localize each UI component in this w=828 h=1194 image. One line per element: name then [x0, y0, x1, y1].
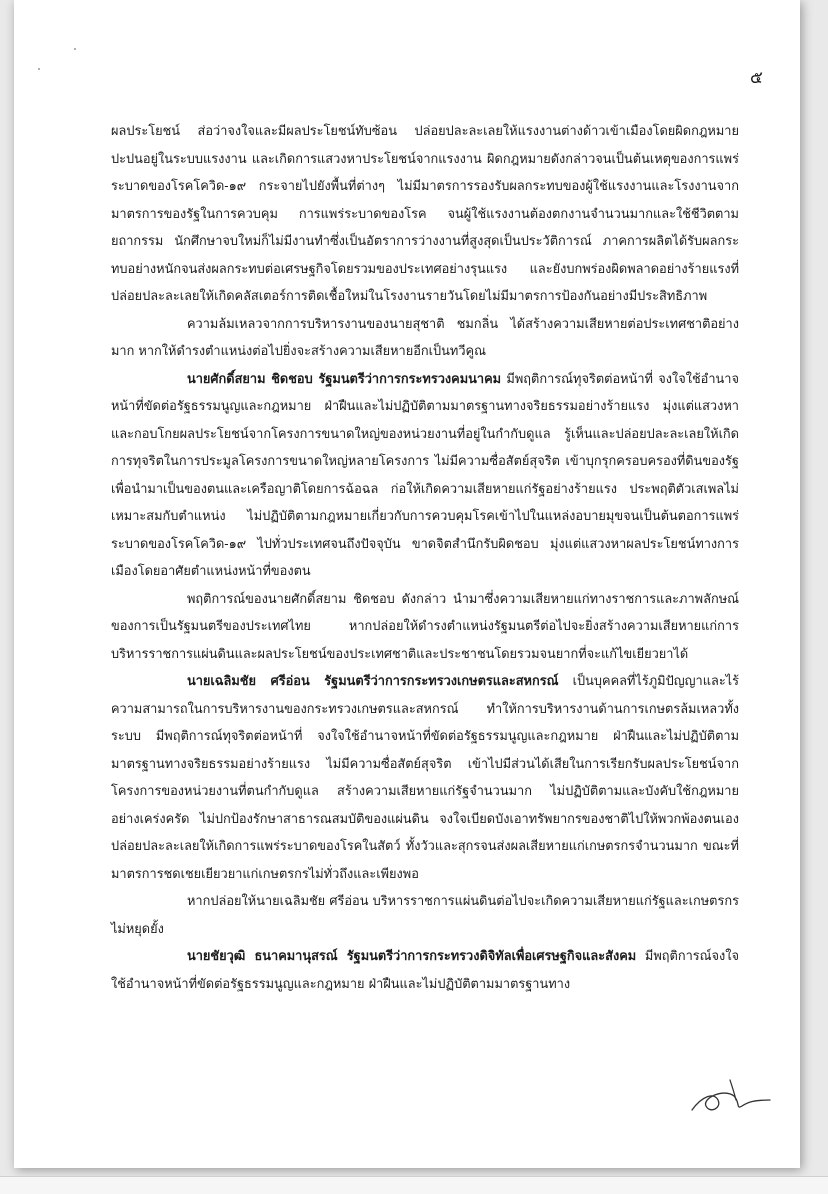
paragraph-chaiwut: นายชัยวุฒิ ธนาคมานุสรณ์ รัฐมนตรีว่าการกระทรวงดิจิทัลเพื่อเศรษฐกิจและสังคม มีพฤติการณ์จงใจใช้อำนาจหน้าที่ขัดต่อรัฐธรรมนูญและกฎหมาย ฝ่าฝืนและไม่ปฏิบัติตามมาตรฐานทาง [111, 949, 740, 992]
paragraph-chalermchai: นายเฉลิมชัย ศรีอ่อน รัฐมนตรีว่าการกระทรวงเกษตรและสหกรณ์ เป็นบุคคลที่ไร้ภูมิปัญญาและไร้ความสามารถในการบริหารงานของกระทรวงเกษตรและสหกรณ์ ทำให้การบริหารงานด้านการเกษตรล้มเหลวทั้งระบบ มีพฤติการณ์ทุจริตต่อหน้าที่ จงใจใช้อำนาจหน้าที่ขัดต่อรัฐธรรมนูญและกฎหมาย ฝ่าฝืนและไม่ปฏิบัติตามมาตรฐานทางจริยธรรมอย่างร้ายแรง ไม่มีความซื่อสัตย์สุจริต เข้าไปมีส่วนได้เสียในการเรียกรับผลประโยชน์จากโครงการของหน่วยงานที่ตนกำกับดูแล สร้างความเสียหายแก่รัฐจำนวนมาก ไม่ปฏิบัติตามและบังคับใช้กฎหมายอย่างเคร่งครัด ไม่ปกป้องรักษาสาธารณสมบัติของแผ่นดิน จงใจเบียดบังเอาทรัพยากรของชาติไปให้พวกพ้องตนเอง ปล่อยปละละเลยให้เกิดการแพร่ระบาดของโรคในสัตว์ ทั้งวัวและสุกรจนส่งผลเสียหายแก่เกษตรกรจำนวนมาก ขณะที่มาตรการชดเชยเยียวยาแก่เกษตรกรไม่ทั่วถึงและเพียงพอ [111, 674, 739, 882]
document-page [14, 0, 800, 1168]
paragraph-chalermchai-conclusion: หากปล่อยให้นายเฉลิมชัย ศรีอ่อน บริหารราชการแผ่นดินต่อไปจะเกิดความเสียหายแก่รัฐและเกษตรกรไม่หยุดยั้ง [111, 894, 739, 937]
paragraph-saksayam: นายศักดิ์สยาม ชิดชอบ รัฐมนตรีว่าการกระทรวงคมนาคม มีพฤติการณ์ทุจริตต่อหน้าที่ จงใจใช้อำนาจหน้าที่ขัดต่อรัฐธรรมนูญและกฎหมาย ฝ่าฝืนและไม่ปฏิบัติตามมาตรฐานทางจริยธรรมอย่างร้ายแรง มุ่งแต่แสวงหาและกอบโกยผลประโยชน์จากโครงการขนาดใหญ่ของหน่วยงานที่อยู่ในกำกับดูแล รู้เห็นและปล่อยปละละเลยให้เกิดการทุจริตในการประมูลโครงการขนาดใหญ่หลายโครงการ ไม่มีความซื่อสัตย์สุจริต เข้าบุกรุกครอบครองที่ดินของรัฐเพื่อนำมาเป็นของตนและเครือญาติโดยการฉ้อฉล ก่อให้เกิดความเสียหายแก่รัฐอย่างร้ายแรง ประพฤติตัวเสเพลไม่เหมาะสมกับตำแหน่ง ไม่ปฏิบัติตามกฎหมายเกี่ยวกับการควบคุมโรคเข้าไปในแหล่งอบายมุขจนเป็นต้นตอการแพร่ระบาดของโรคโควิด-๑๙ ไปทั่วประเทศจนถึงปัจจุบัน ขาดจิตสำนึกรับผิดชอบ มุ่งแต่แสวงหาผลประโยชน์ทางการเมืองโดยอาศัยตำแหน่งหน้าที่ของตน [111, 371, 739, 579]
page-number: ๕ [750, 68, 763, 88]
paragraph-saksayam-conclusion: พฤติการณ์ของนายศักดิ์สยาม ชิดชอบ ดังกล่าว นำมาซึ่งความเสียหายแก่ทางราชการและภาพลักษณ์ของการเป็นรัฐมนตรีของประเทศไทย หากปล่อยให้ดำรงตำแหน่งรัฐมนตรีต่อไปจะยิ่งสร้างความเสียหายแก่การบริหารราชการแผ่นดินและผลประโยชน์ของประเทศชาติและประชาชนโดยรวมจนยากที่จะแก้ไขเยียวยาได้ [111, 591, 739, 662]
minister-name-saksayam: นายศักดิ์สยาม ชิดชอบ รัฐมนตรีว่าการกระทรวงคมนาคม [187, 371, 502, 387]
minister-name-chalermchai: นายเฉลิมชัย ศรีอ่อน รัฐมนตรีว่าการกระทรวงเกษตรและสหกรณ์ [187, 674, 559, 689]
scan-speck [74, 48, 76, 50]
scan-speck [38, 68, 40, 70]
next-page-edge [0, 1176, 828, 1194]
handwritten-signature [684, 1066, 774, 1126]
paragraph-labor-policy: ผลประโยชน์ ส่อว่าจงใจและมีผลประโยชน์ทับซ้อน ปล่อยปละละเลยให้แรงงานต่างด้าวเข้าเมืองโดยผิดกฎหมายปะปนอยู่ในระบบแรงงาน และเกิดการแสวงหาประโยชน์จากแรงงาน ผิดกฎหมายดังกล่าวจนเป็นต้นเหตุของการแพร่ระบาดของโรคโควิด-๑๙ กระจายไปยังพื้นที่ต่างๆ ไม่มีมาตรการรองรับผลกระทบของผู้ใช้แรงงานและโรงงานจากมาตรการของรัฐในการควบคุม การแพร่ระบาดของโรค จนผู้ใช้แรงงานต้องตกงานจำนวนมากและใช้ชีวิตตามยถากรรม นักศึกษาจบใหม่ก็ไม่มีงานทำซึ่งเป็นอัตราการว่างงานที่สูงสุดเป็นประวัติการณ์ ภาคการผลิตได้รับผลกระทบอย่างหนักจนส่งผลกระทบต่อเศรษฐกิจโดยรวมของประเทศอย่างรุนแรง และยังบกพร่องผิดพลาดอย่างร้ายแรงที่ปล่อยปละละเลยให้เกิดคลัสเตอร์การติดเชื้อใหม่ในโรงงานรายวันโดยไม่มีมาตรการป้องกันอย่างมีประสิทธิภาพ [111, 124, 739, 304]
body-text [111, 118, 739, 998]
minister-name-chaiwut: นายชัยวุฒิ ธนาคมานุสรณ์ รัฐมนตรีว่าการกระทรวงดิจิทัลเพื่อเศรษฐกิจและสังคม [187, 949, 637, 964]
paragraph-suchart-conclusion: ความล้มเหลวจากการบริหารงานของนายสุชาติ ชมกลิ่น ได้สร้างความเสียหายต่อประเทศชาติอย่างมาก หากให้ดำรงตำแหน่งต่อไปยิ่งจะสร้างความเสียหายอีกเป็นทวีคูณ [111, 316, 739, 359]
